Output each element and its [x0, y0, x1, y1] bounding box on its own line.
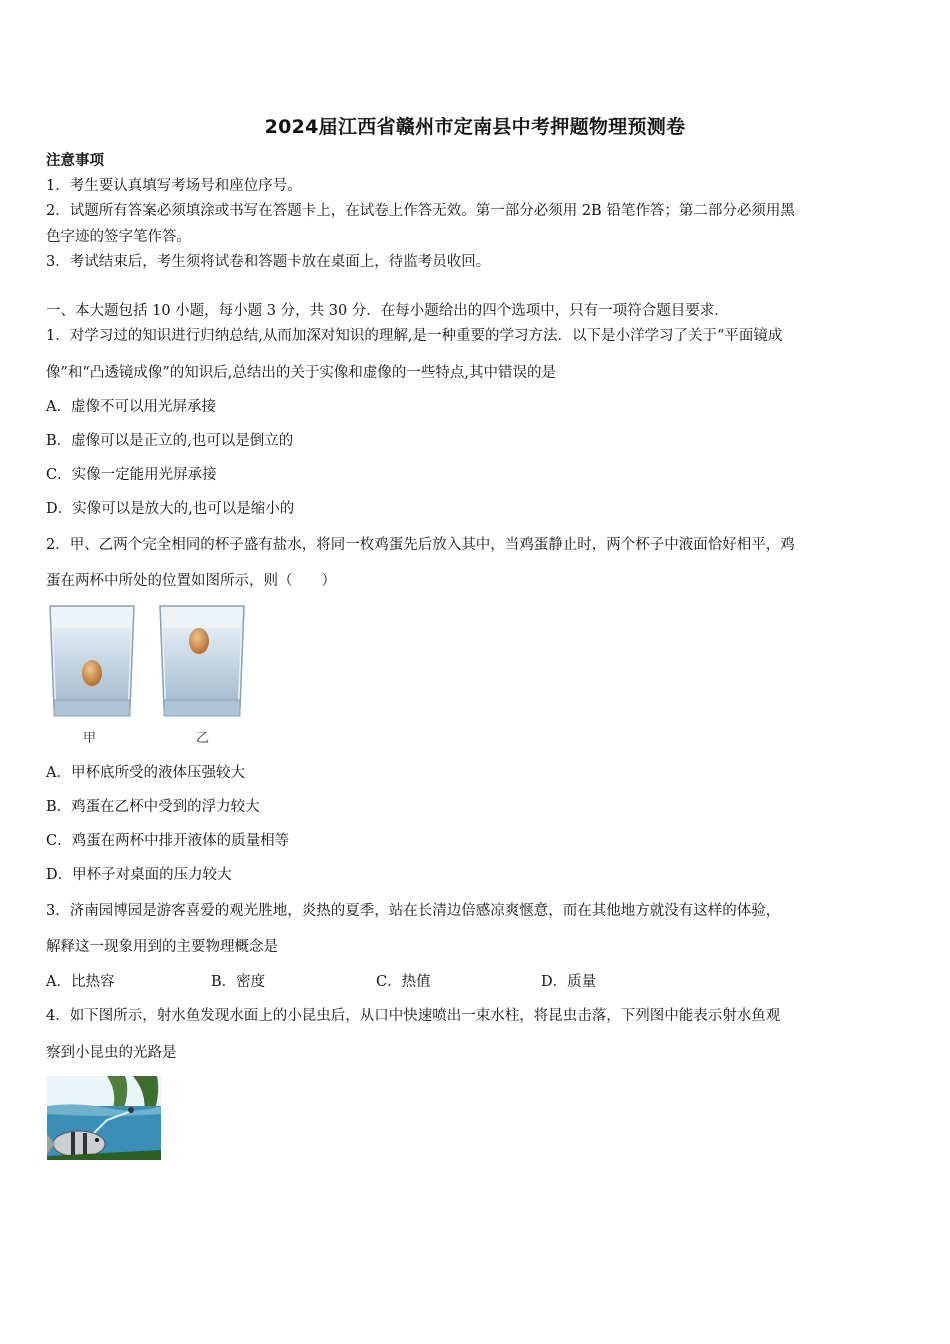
caption-yi: 乙	[196, 731, 210, 746]
egg-floating	[189, 628, 209, 654]
egg-sunk	[82, 660, 102, 686]
q2-stem: 2．甲、乙两个完全相同的杯子盛有盐水，将同一枚鸡蛋先后放入其中，当鸡蛋静止时，两个杯子中液面恰好相平，鸡	[46, 537, 795, 553]
notice-heading: 注意事项	[46, 152, 104, 169]
glass-yi	[160, 606, 244, 716]
q1-option-b: B．虚像可以是正立的,也可以是倒立的	[46, 433, 294, 449]
q1-option-d: D．实像可以是放大的,也可以是缩小的	[46, 501, 295, 517]
q3-stem: 3．济南园博园是游客喜爱的观光胜地，炎热的夏季，站在长清边倍感凉爽惬意，而在其他地方就没有这样的体验，	[46, 903, 781, 919]
insect-icon	[128, 1107, 134, 1113]
q2-stem: 蛋在两杯中所处的位置如图所示，则（ ）	[46, 573, 336, 589]
q2-option-c: C．鸡蛋在两杯中排开液体的质量相等	[46, 833, 290, 849]
notice-item: 1．考生要认真填写考场号和座位序号。	[46, 178, 302, 194]
q1-option-a: A．虚像不可以用光屏承接	[46, 399, 216, 415]
q3-stem: 解释这一现象用到的主要物理概念是	[46, 939, 278, 955]
archer-fish-figure	[47, 1076, 161, 1160]
q2-option-b: B．鸡蛋在乙杯中受到的浮力较大	[46, 799, 260, 815]
q2-option-a: A．甲杯底所受的液体压强较大	[46, 765, 245, 781]
glass-jia	[50, 606, 134, 716]
q1-option-c: C．实像一定能用光屏承接	[46, 467, 217, 483]
caption-jia: 甲	[83, 731, 97, 746]
q3-option-a: A．比热容	[46, 974, 115, 990]
section-heading: 一、本大题包括 10 小题，每小题 3 分，共 30 分．在每小题给出的四个选项中，只有一项符合题目要求．	[46, 303, 729, 319]
notice-item: 3．考试结束后，考生须将试卷和答题卡放在桌面上，待监考员收回。	[46, 254, 491, 270]
page-title: 2024届江西省赣州市定南县中考押题物理预测卷	[264, 116, 686, 138]
q3-option-c: C．热值	[376, 974, 431, 990]
q4-stem: 察到小昆虫的光路是	[46, 1045, 177, 1061]
q2-option-d: D．甲杯子对桌面的压力较大	[46, 867, 232, 883]
notice-item: 色字迹的签字笔作答。	[46, 229, 191, 245]
notice-item: 2．试题所有答案必须填涂或书写在答题卡上，在试卷上作答无效。第一部分必须用 2B 铅笔作答；第二部分必须用黑	[46, 203, 795, 219]
q1-stem: 像”和“凸透镜成像”的知识后,总结出的关于实像和虚像的一些特点,其中错误的是	[46, 365, 556, 381]
q1-stem: 1．对学习过的知识进行归纳总结,从而加深对知识的理解,是一种重要的学习方法．以下是小洋学习了关于“平面镜成	[46, 328, 783, 344]
q4-stem: 4．如下图所示，射水鱼发现水面上的小昆虫后，从口中快速喷出一束水柱，将昆虫击落，下列图中能表示射水鱼观	[46, 1008, 781, 1024]
q3-option-d: D．质量	[541, 974, 597, 990]
q3-option-b: B．密度	[211, 974, 266, 990]
two-glasses-figure	[46, 604, 252, 724]
